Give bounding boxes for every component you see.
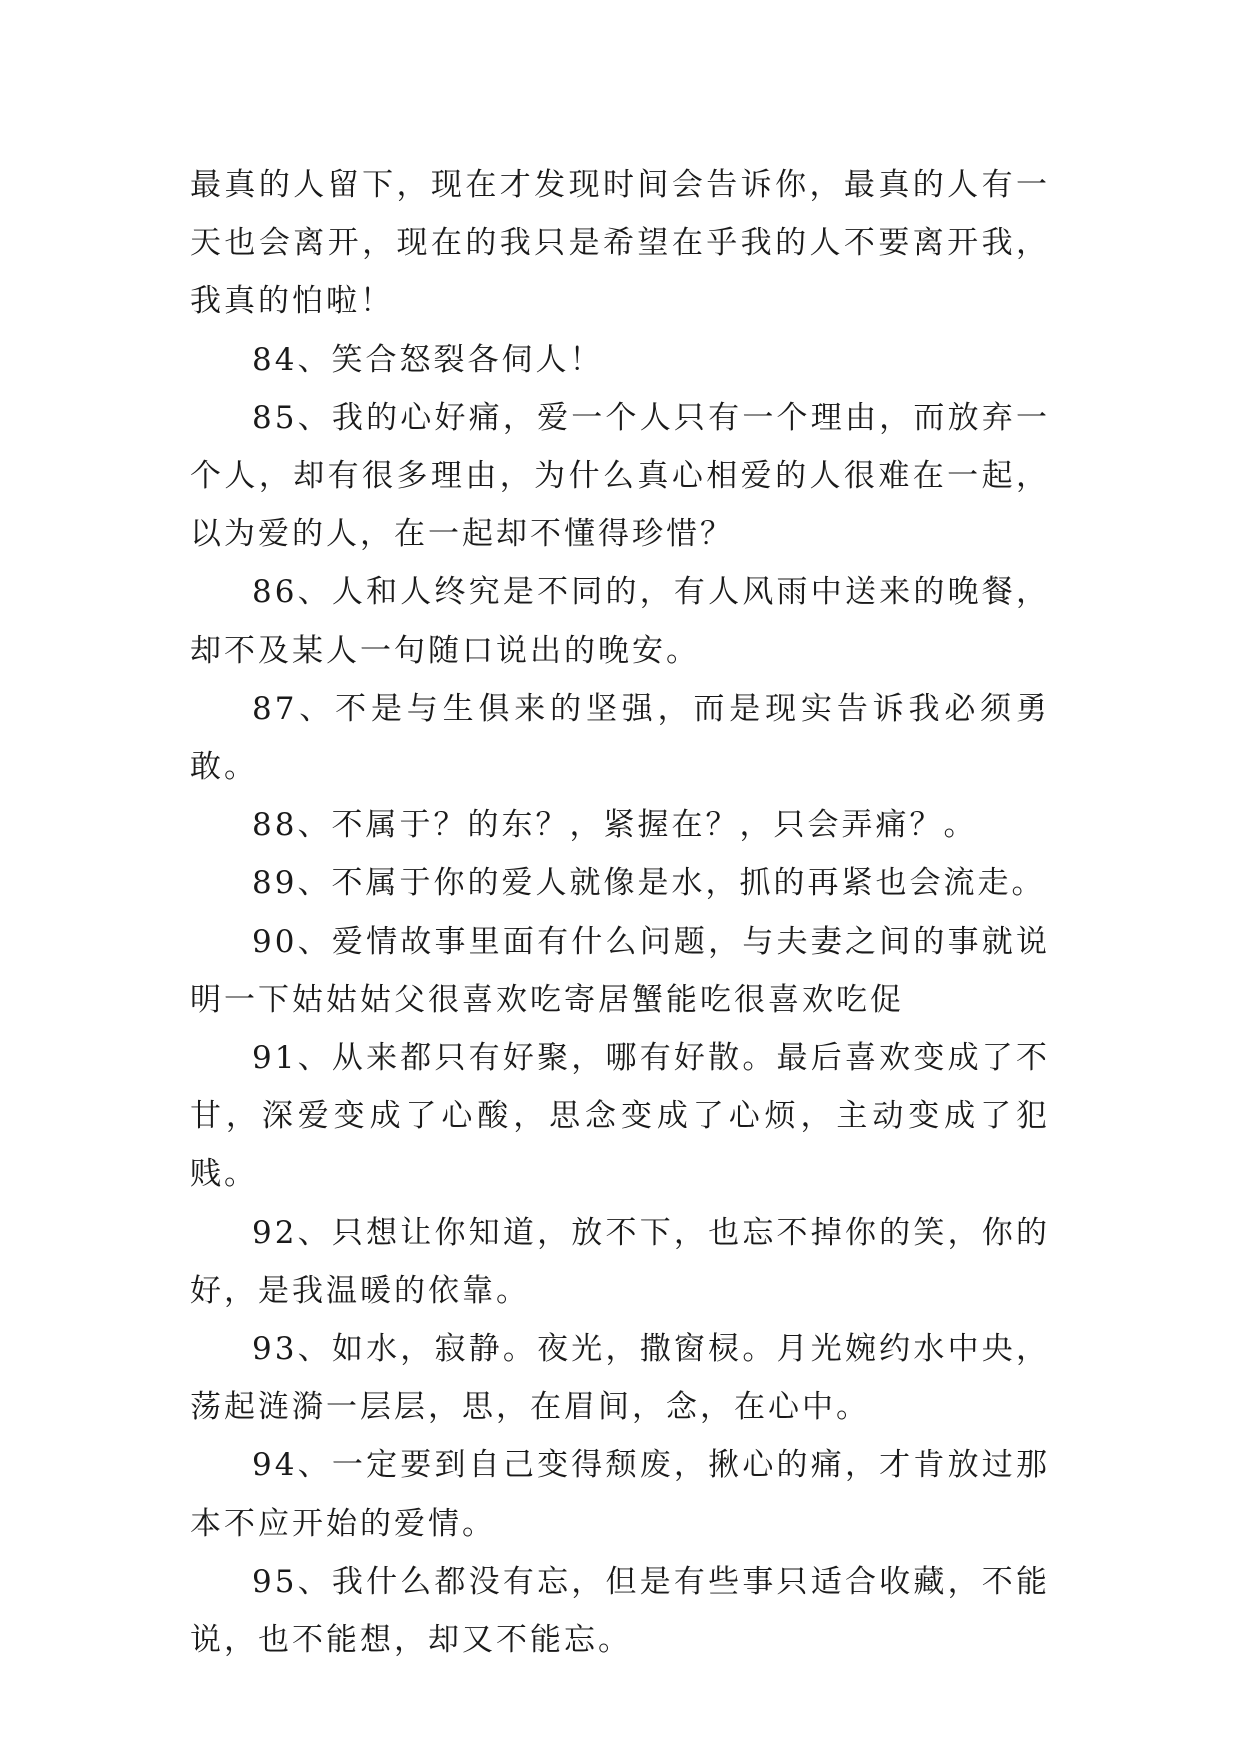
paragraph-89: 89、不属于你的爱人就像是水，抓的再紧也会流走。 <box>252 865 1046 902</box>
paragraph-95: 95、我什么都没有忘，但是有些事只适合收藏，不能说，也不能想，却又不能忘。 <box>190 1563 1050 1659</box>
paragraph-84: 84、笑合怒裂各伺人！ <box>252 341 604 378</box>
paragraph-87: 87、不是与生俱来的坚强，而是现实告诉我必须勇敢。 <box>190 690 1050 786</box>
paragraph-91: 91、从来都只有好聚，哪有好散。最后喜欢变成了不甘，深爱变成了心酸，思念变成了心烦，主动变成了犯贱。 <box>190 1040 1050 1193</box>
paragraph-90: 90、爱情故事里面有什么问题，与夫妻之间的事就说明一下姑姑姑父很喜欢吃寄居蟹能吃很喜欢吃促 <box>190 923 1050 1018</box>
document-body <box>190 156 1050 1669</box>
paragraph-88: 88、不属于？的东？，紧握在？，只会弄痛？。 <box>252 807 978 844</box>
paragraph-continuation: 最真的人留下，现在才发现时间会告诉你，最真的人有一天也会离开，现在的我只是希望在乎我的人不要离开我，我真的怕啦！ <box>190 167 1050 320</box>
paragraph-92: 92、只想让你知道，放不下，也忘不掉你的笑，你的好，是我温暖的依靠。 <box>190 1214 1050 1309</box>
paragraph-93: 93、如水，寂静。夜光，撒窗棂。月光婉约水中央，荡起涟漪一层层，思，在眉间，念，在心中。 <box>190 1331 1050 1426</box>
paragraph-85: 85、我的心好痛，爱一个人只有一个理由，而放弃一个人，却有很多理由，为什么真心相爱的人很难在一起，以为爱的人，在一起却不懂得珍惜？ <box>190 399 1050 553</box>
paragraph-86: 86、人和人终究是不同的，有人风雨中送来的晚餐，却不及某人一句随口说出的晚安。 <box>190 574 1050 669</box>
paragraph-94: 94、一定要到自己变得颓废，揪心的痛，才肯放过那本不应开始的爱情。 <box>190 1447 1050 1542</box>
